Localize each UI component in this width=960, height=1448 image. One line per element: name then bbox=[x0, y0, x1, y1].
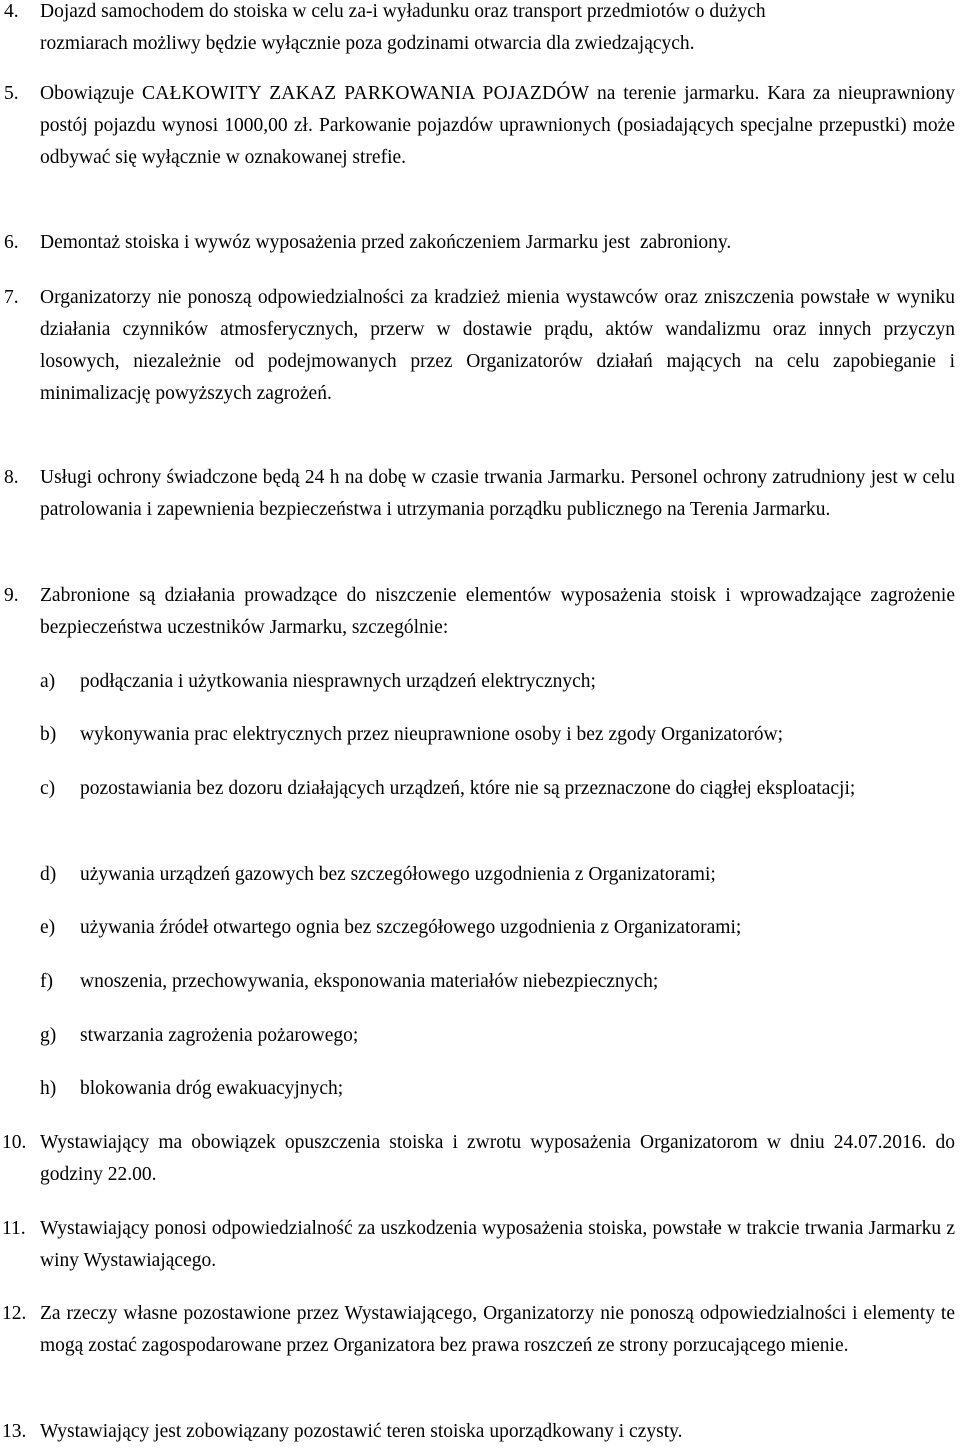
sub-item-text: używania źródeł otwartego ognia bez szczegółowego uzgodnienia z Organizatorami; bbox=[80, 917, 742, 938]
list-item-8 bbox=[0, 462, 955, 526]
item-text-line: Dojazd samochodem do stoiska w celu za-i wyładunku oraz transport przedmiotów o dużych bbox=[40, 1, 766, 22]
sub-item-letter: e) bbox=[40, 917, 56, 938]
item-text-post: na terenie jarmarku. Kara za nieuprawniony postój pojazdu wynosi 1000,00 zł. Parkowanie pojazdów uprawnionych (posiadających specjalne przepustki) może odbywać się wyłącznie w oznakowanej strefie. bbox=[40, 83, 956, 168]
list-item-9 bbox=[0, 580, 955, 644]
item-text: Demontaż stoiska i wywóz wyposażenia przed zakończeniem Jarmarku jest zabroniony. bbox=[40, 232, 732, 253]
item-number: 12. bbox=[2, 1303, 27, 1324]
item-text bbox=[40, 78, 955, 174]
list-item-12 bbox=[0, 1298, 955, 1362]
item-number: 7. bbox=[4, 287, 19, 308]
sub-item-letter: a) bbox=[40, 671, 56, 692]
item-text: Wystawiający jest zobowiązany pozostawić teren stoiska uporządkowany i czysty. bbox=[40, 1421, 683, 1442]
item-text: Wystawiający ponosi odpowiedzialność za uszkodzenia wyposażenia stoiska, powstałe w trakcie trwania Jarmarku z winy Wystawiającego. bbox=[40, 1218, 955, 1271]
sub-item-text: stwarzania zagrożenia pożarowego; bbox=[80, 1025, 359, 1046]
item-text-pre: Obowiązuje bbox=[40, 83, 143, 104]
sub-item-text: wykonywania prac elektrycznych przez nieuprawnione osoby i bez zgody Organizatorów; bbox=[80, 724, 783, 745]
item-number: 9. bbox=[4, 585, 19, 606]
sub-item-letter: b) bbox=[40, 724, 57, 745]
item-number: 8. bbox=[4, 467, 19, 488]
sub-item-g bbox=[0, 1020, 955, 1052]
sub-item-b bbox=[0, 719, 955, 751]
item-number: 6. bbox=[4, 232, 19, 253]
sub-item-c bbox=[0, 773, 955, 805]
sub-item-letter: h) bbox=[40, 1078, 57, 1099]
item-text-line: rozmiarach możliwy będzie wyłącznie poza godzinami otwarcia dla zwiedzających. bbox=[40, 33, 695, 54]
item-text: Za rzeczy własne pozostawione przez Wystawiającego, Organizatorzy nie ponoszą odpowiedzialności i elementy te mogą zostać zagospodarowane przez Organizatora bez prawa roszczeń ze strony porzucającego mienie. bbox=[40, 1303, 955, 1356]
list-item-7 bbox=[0, 282, 955, 410]
sub-item-letter: g) bbox=[40, 1025, 57, 1046]
sub-item-text: blokowania dróg ewakuacyjnych; bbox=[80, 1078, 344, 1099]
parking-ban-emphasis: CAŁKOWITY ZAKAZ PARKOWANIA POJAZDÓW bbox=[142, 83, 590, 104]
sub-item-h bbox=[0, 1073, 955, 1105]
item-text: Wystawiający ma obowiązek opuszczenia stoiska i zwrotu wyposażenia Organizatorom w dniu 24.07.2016. do godziny 22.00. bbox=[40, 1132, 955, 1185]
sub-item-d bbox=[0, 859, 955, 891]
sub-item-letter: d) bbox=[40, 864, 57, 885]
sub-item-e bbox=[0, 912, 955, 944]
item-text: Usługi ochrony świadczone będą 24 h na dobę w czasie trwania Jarmarku. Personel ochrony zatrudniony jest w celu patrolowania i zapewnienia bezpieczeństwa i utrzymania porządku publicznego na Terenia Jarmarku. bbox=[40, 467, 955, 520]
list-item-4 bbox=[0, 0, 955, 60]
sub-item-f bbox=[0, 966, 955, 998]
list-item-10 bbox=[0, 1127, 955, 1191]
list-item-13 bbox=[0, 1416, 955, 1448]
sub-item-text: wnoszenia, przechowywania, eksponowania materiałów niebezpiecznych; bbox=[80, 971, 659, 992]
item-text bbox=[40, 0, 955, 60]
sub-item-a bbox=[0, 666, 955, 698]
sub-item-letter: c) bbox=[40, 778, 56, 799]
item-number: 11. bbox=[2, 1218, 26, 1239]
list-item-6 bbox=[0, 227, 955, 259]
item-number: 10. bbox=[2, 1132, 27, 1153]
item-text: Organizatorzy nie ponoszą odpowiedzialności za kradzież mienia wystawców oraz zniszczenia powstałe w wyniku działania czynników atmosferycznych, przerw w dostawie prądu, aktów wandalizmu oraz innych przyczyn losowych, niezależnie od podejmowanych przez Organizatorów działań mających na celu zapobieganie i minimalizację powyższych zagrożeń. bbox=[40, 287, 955, 404]
item-number: 13. bbox=[2, 1421, 27, 1442]
sub-item-text: podłączania i użytkowania niesprawnych urządzeń elektrycznych; bbox=[80, 671, 596, 692]
item-number: 4. bbox=[4, 1, 19, 22]
list-item-5 bbox=[0, 78, 955, 174]
item-text: Zabronione są działania prowadzące do niszczenie elementów wyposażenia stoisk i wprowadzające zagrożenie bezpieczeństwa uczestników Jarmarku, szczególnie: bbox=[40, 585, 955, 638]
item-number: 5. bbox=[4, 83, 19, 104]
sub-item-text: pozostawiania bez dozoru działających urządzeń, które nie są przeznaczone do ciągłej eksploatacji; bbox=[80, 778, 856, 799]
sub-item-text: używania urządzeń gazowych bez szczegółowego uzgodnienia z Organizatorami; bbox=[80, 864, 716, 885]
sub-item-letter: f) bbox=[40, 971, 53, 992]
list-item-11 bbox=[0, 1213, 955, 1277]
